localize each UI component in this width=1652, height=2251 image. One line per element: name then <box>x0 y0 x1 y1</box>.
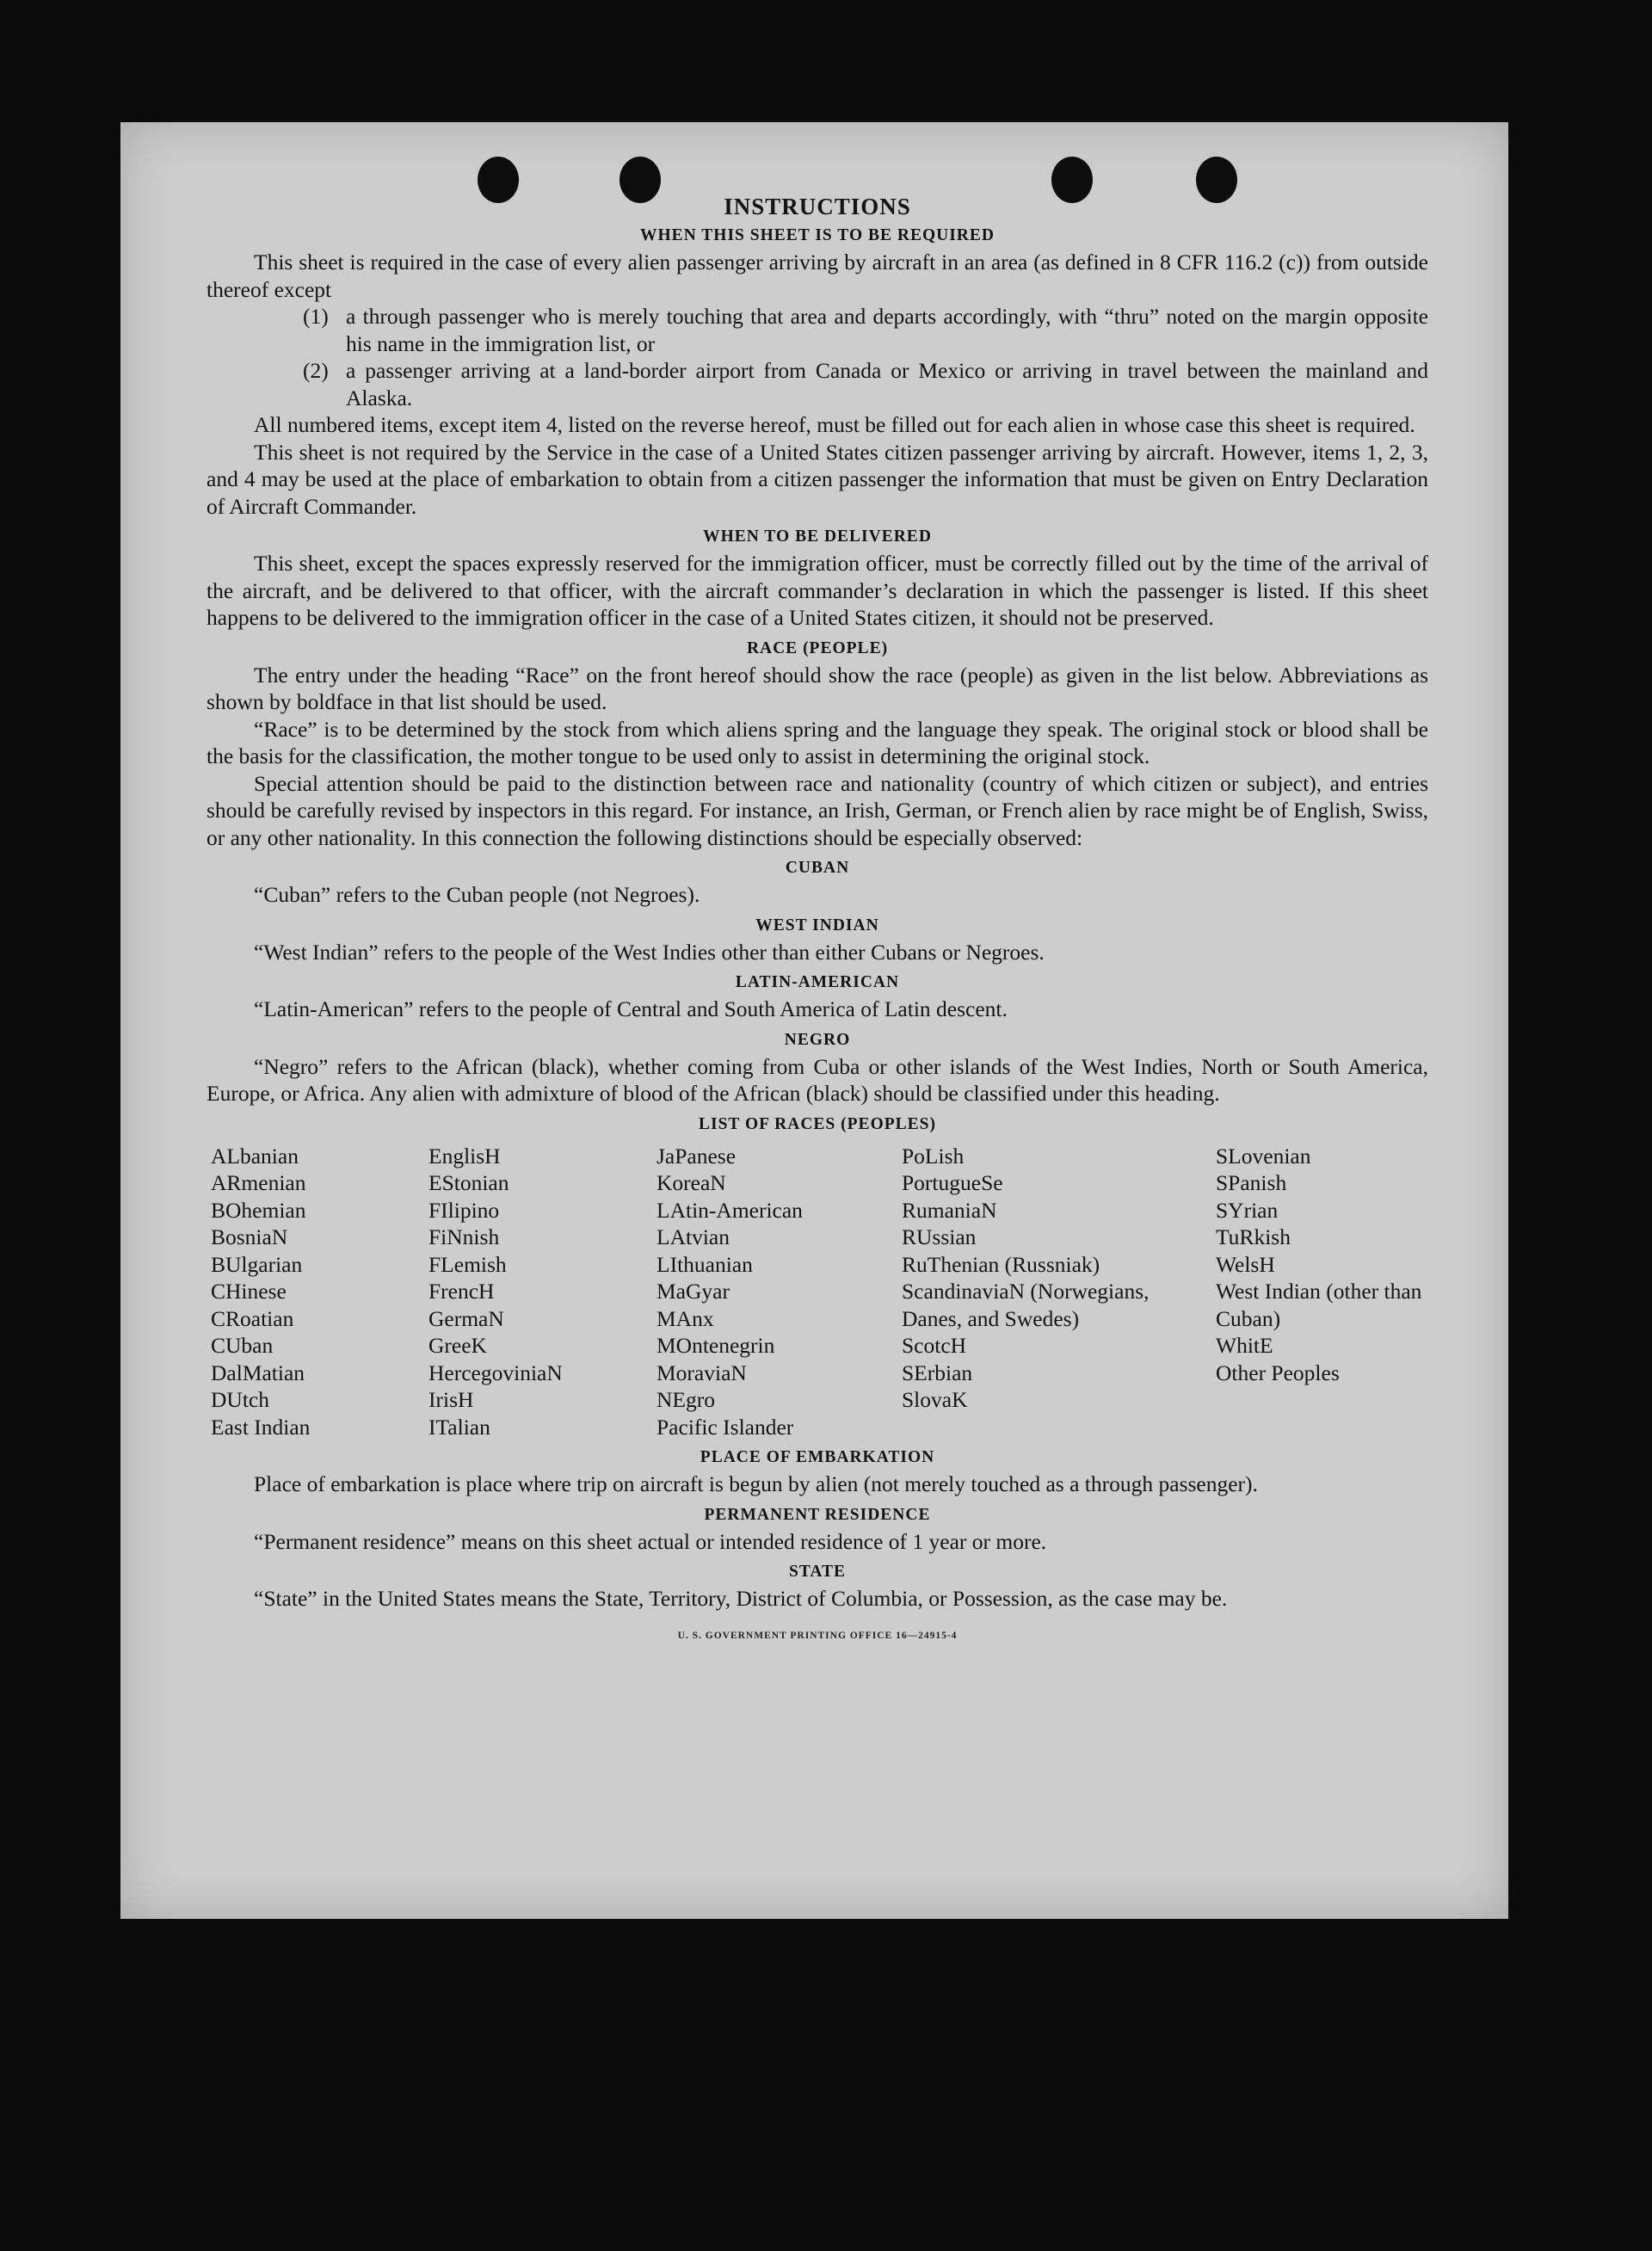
race-list-item: RumaniaN <box>902 1197 997 1223</box>
race-list-item: NEgro <box>656 1387 715 1412</box>
race-list-item: GreeK <box>428 1333 487 1358</box>
heading-list-of-races: LIST OF RACES (PEOPLES) <box>698 1114 936 1133</box>
race-list-item: FIlipino <box>428 1197 500 1223</box>
race-list-item: Other Peoples <box>1216 1360 1340 1385</box>
race-list-item: BUlgarian <box>211 1251 303 1277</box>
race-list-item: MOntenegrin <box>656 1333 775 1358</box>
race-list-item: PortugueSe <box>902 1170 1003 1195</box>
heading-west-indian: WEST INDIAN <box>755 916 879 934</box>
race-list-item: East Indian <box>211 1414 311 1440</box>
race-list-item: West Indian (other than Cuban) <box>1216 1279 1422 1331</box>
heading-race: RACE (PEOPLE) <box>746 638 889 657</box>
race-list-item: SPanish <box>1216 1170 1287 1195</box>
race-list-item: ScotcH <box>902 1333 967 1358</box>
exception-item <box>206 303 1428 357</box>
page-title: INSTRUCTIONS <box>724 194 911 219</box>
latin-american-text: “Latin-American” refers to the people of Central and South America of Latin descent. <box>254 996 1008 1021</box>
race-list-item: CRoatian <box>211 1305 294 1331</box>
race-list-item: GermaN <box>428 1305 504 1331</box>
race-list-item: LIthuanian <box>656 1251 753 1277</box>
heading-cuban: CUBAN <box>785 859 850 877</box>
race-list-item: ALbanian <box>211 1143 299 1169</box>
exception-number: (2) <box>303 358 329 383</box>
exception-item <box>206 357 1428 411</box>
race-list-item: SLovenian <box>1216 1143 1311 1169</box>
race-list-item: Pacific Islander <box>656 1414 794 1440</box>
race-paragraph-3: Special attention should be paid to the distinction between race and nationality (country of which citizen or subject), and entries should be carefully revised by inspectors in this regard. For instance, an Irish, German, or French alien by race might be of English, Swiss, or any other nationality. In this connection the following distinctions should be especially observed: <box>206 770 1428 850</box>
race-list-item: RUssian <box>902 1224 977 1249</box>
race-column <box>902 1143 1216 1441</box>
race-list-item: TuRkish <box>1216 1224 1291 1249</box>
race-list-item: LAtvian <box>656 1224 730 1249</box>
printing-office-footer: U. S. GOVERNMENT PRINTING OFFICE 16—24915-4 <box>677 1630 958 1641</box>
race-list-item: EStonian <box>428 1170 509 1195</box>
race-list-item: ITalian <box>428 1414 490 1440</box>
race-list-item: BOhemian <box>211 1197 306 1223</box>
heading-negro: NEGRO <box>784 1030 851 1049</box>
citizen-paragraph: This sheet is not required by the Service in the case of a United States citizen passenger arriving by aircraft. However, items 1, 2, 3, and 4 may be used at the place of embarkation to obtain from a citizen passenger the information that must be given on Entry Declaration of Aircraft Commander. <box>206 439 1428 519</box>
race-list-item: SlovaK <box>902 1387 968 1412</box>
west-indian-text: “West Indian” refers to the people of the West Indies other than either Cubans or Negroes. <box>254 939 1045 965</box>
race-list-item: ARmenian <box>211 1170 306 1195</box>
when-required-intro: This sheet is required in the case of every alien passenger arriving by aircraft in an area (as defined in 8 CFR 116.2 (c)) from outside thereof except <box>206 250 1428 302</box>
race-list-item: MaGyar <box>656 1279 730 1304</box>
exception-number: (1) <box>303 304 329 329</box>
when-delivered-text: This sheet, except the spaces expressly reserved for the immigration officer, must be correctly filled out by the time of the arrival of the aircraft, and be delivered to that officer, with the aircraft commander’s declaration in which the passenger is listed. If this sheet happens to be delivered to the immigration officer in the case of a United States citizen, it should not be preserved. <box>206 551 1428 630</box>
race-list-item: DalMatian <box>211 1360 305 1385</box>
race-list-item: CHinese <box>211 1279 287 1304</box>
race-list <box>211 1143 1428 1441</box>
race-list-item: WelsH <box>1216 1251 1275 1277</box>
race-list-item: FiNnish <box>428 1224 500 1249</box>
place-of-embarkation-text: Place of embarkation is place where trip on aircraft is begun by alien (not merely touched as a through passenger). <box>254 1471 1258 1496</box>
negro-text: “Negro” refers to the African (black), whether coming from Cuba or other islands of the West Indies, North or South America, Europe, or Africa. Any alien with admixture of blood of the African (black) should be classified under this heading. <box>206 1053 1428 1106</box>
race-column <box>1216 1143 1433 1441</box>
heading-place-of-embarkation: PLACE OF EMBARKATION <box>700 1448 935 1466</box>
race-list-item: SErbian <box>902 1360 973 1385</box>
race-list-item: KoreaN <box>656 1170 726 1195</box>
race-list-item: MoraviaN <box>656 1360 747 1385</box>
race-list-item: SYrian <box>1216 1197 1279 1223</box>
numbered-items-paragraph: All numbered items, except item 4, listed on the reverse hereof, must be filled out for each alien in whose case this sheet is required. <box>254 412 1415 437</box>
heading-when-required: WHEN THIS SHEET IS TO BE REQUIRED <box>640 226 995 244</box>
instructions-content <box>206 191 1428 1650</box>
race-list-item: DUtch <box>211 1387 269 1412</box>
race-list-item: JaPanese <box>656 1143 737 1169</box>
exception-text: a through passenger who is merely touching that area and departs accordingly, with “thru” noted on the margin opposite his name in the immigration list, or <box>346 304 1428 356</box>
race-list-item: CUban <box>211 1333 274 1358</box>
race-list-item: WhitE <box>1216 1333 1273 1358</box>
race-column <box>656 1143 902 1441</box>
race-list-item: HercegoviniaN <box>428 1360 563 1385</box>
heading-permanent-residence: PERMANENT RESIDENCE <box>704 1505 931 1524</box>
race-column <box>211 1143 428 1441</box>
state-text: “State” in the United States means the State, Territory, District of Columbia, or Possession, as the case may be. <box>254 1586 1228 1611</box>
race-paragraph-2: “Race” is to be determined by the stock from which aliens spring and the language they speak. The original stock or blood shall be the basis for the classification, the mother tongue to be used only to assist in determining the original stock. <box>206 716 1428 768</box>
permanent-residence-text: “Permanent residence” means on this sheet actual or intended residence of 1 year or more. <box>254 1528 1047 1554</box>
exception-text: a passenger arriving at a land-border airport from Canada or Mexico or arriving in travel between the mainland and Alaska. <box>346 358 1428 410</box>
race-list-item: BosniaN <box>211 1224 288 1249</box>
race-list-item: LAtin-American <box>656 1197 803 1223</box>
cuban-text: “Cuban” refers to the Cuban people (not Negroes). <box>254 882 700 907</box>
race-list-item: IrisH <box>428 1387 474 1412</box>
heading-latin-american: LATIN-AMERICAN <box>735 973 900 991</box>
race-paragraph-1: The entry under the heading “Race” on the front hereof should show the race (people) as given in the list below. Abbreviations as shown by boldface in that list should be used. <box>206 662 1428 714</box>
heading-state: STATE <box>788 1563 847 1581</box>
race-list-item: FLemish <box>428 1251 507 1277</box>
race-list-item: ScandinaviaN (Norwegians, Danes, and Swedes) <box>902 1279 1150 1331</box>
heading-when-delivered: WHEN TO BE DELIVERED <box>703 527 932 546</box>
race-column <box>428 1143 656 1441</box>
race-list-item: PoLish <box>902 1143 965 1169</box>
race-list-item: FrencH <box>428 1279 495 1304</box>
race-list-item: RuThenian (Russniak) <box>902 1251 1100 1277</box>
document-sheet <box>120 122 1508 1919</box>
race-list-item: EnglisH <box>428 1143 501 1169</box>
race-list-item: MAnx <box>656 1305 714 1331</box>
